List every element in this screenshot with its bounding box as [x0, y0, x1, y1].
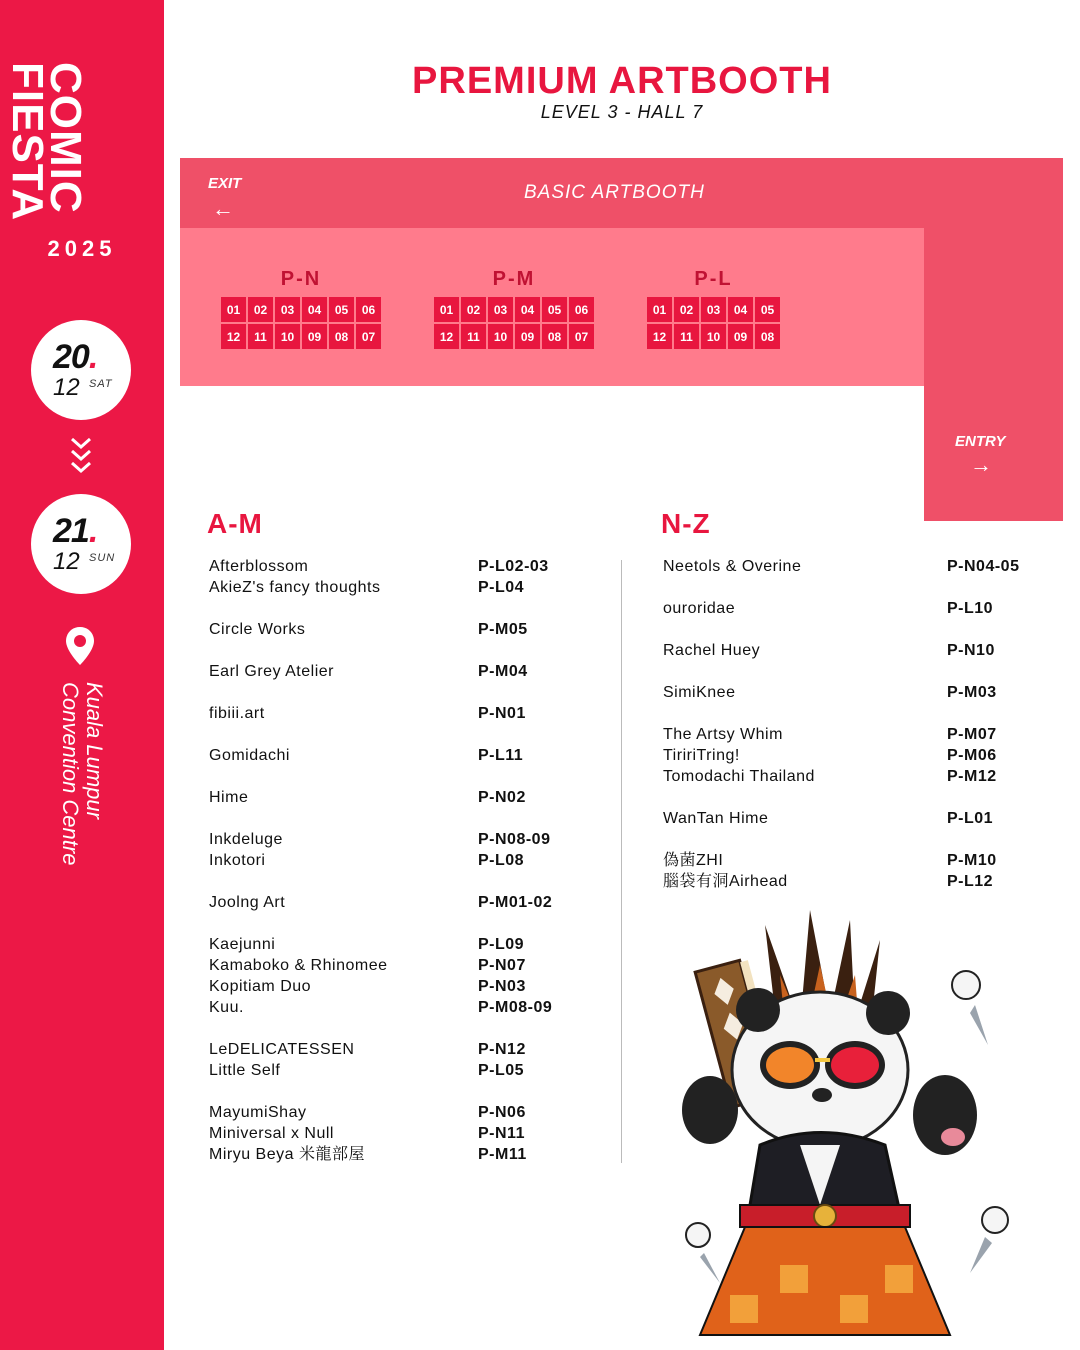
booth-row-bottom: [647, 324, 780, 349]
booth-code: P-M03: [947, 684, 997, 701]
exhibitor-name: Miniversal x Null: [209, 1125, 334, 1142]
exhibitor-name: Rachel Huey: [663, 642, 761, 659]
exhibitor-name: Kuu.: [209, 999, 244, 1016]
booth-code: P-L12: [947, 873, 994, 890]
exhibitor-name: Gomidachi: [209, 747, 290, 764]
arrow-right-icon: →: [970, 452, 992, 477]
page-subtitle: LEVEL 3 - HALL 7: [540, 102, 704, 122]
booth-block-title: P-N: [280, 268, 322, 290]
exhibitor-name: Little Self: [209, 1062, 281, 1079]
location-pin-icon: [64, 626, 96, 666]
booth-cell[interactable]: 06: [356, 297, 381, 322]
booth-cell[interactable]: 10: [488, 324, 513, 349]
booth-block-pn: [221, 268, 381, 351]
booth-cell[interactable]: 02: [248, 297, 273, 322]
booth-cell[interactable]: 04: [302, 297, 327, 322]
booth-code: P-L09: [478, 936, 525, 953]
exhibitor-name: Miryu Beya 米龍部屋: [209, 1146, 365, 1163]
booth-code: P-N03: [478, 978, 526, 995]
venue-line-1: Kuala Lumpur: [82, 682, 107, 819]
booth-code: P-N07: [478, 957, 526, 974]
booth-cell[interactable]: 11: [674, 324, 699, 349]
exhibitor-name: AkieZ's fancy thoughts: [209, 579, 381, 596]
booth-block-title: P-M: [492, 268, 536, 290]
booth-row-top: [647, 297, 780, 322]
booth-cell[interactable]: 04: [515, 297, 540, 322]
booth-cell[interactable]: 07: [569, 324, 594, 349]
booth-cell[interactable]: 05: [542, 297, 567, 322]
booth-block-pl: [647, 268, 780, 351]
booth-cell[interactable]: 10: [275, 324, 300, 349]
date-day: 21: [53, 512, 89, 550]
booth-cell[interactable]: 03: [488, 297, 513, 322]
booth-code: P-N04-05: [947, 558, 1020, 575]
booth-cell[interactable]: 06: [569, 297, 594, 322]
booth-code: P-M05: [478, 621, 528, 638]
booth-code: P-L01: [947, 810, 994, 827]
date-badge-day1: [31, 320, 131, 420]
chevrons-down-icon: [69, 436, 93, 476]
booth-row-top: [221, 297, 381, 322]
exhibitor-name: ouroridae: [663, 600, 736, 617]
venue-line-2: Convention Centre: [58, 682, 83, 866]
exhibitor-name: Tomodachi Thailand: [663, 768, 815, 785]
date-weekday: SUN: [89, 552, 116, 564]
booth-code: P-M11: [478, 1146, 527, 1163]
booth-cell[interactable]: 03: [275, 297, 300, 322]
brand-line-2: FIESTA: [3, 62, 52, 222]
exhibitor-name: TiririTring!: [663, 747, 740, 764]
booth-code: P-N06: [478, 1104, 526, 1121]
booth-cell[interactable]: 05: [329, 297, 354, 322]
booth-cell[interactable]: 12: [647, 324, 672, 349]
date-weekday: SAT: [89, 378, 113, 390]
booth-row-top: [434, 297, 594, 322]
exhibitor-name: Kaejunni: [209, 936, 276, 953]
exhibitor-name: Inkdeluge: [209, 831, 283, 848]
exhibitor-name: Neetols & Overine: [663, 558, 802, 575]
booth-code: P-L04: [478, 579, 525, 596]
date-day: 20: [53, 338, 89, 376]
exhibitor-name: Inkotori: [209, 852, 266, 869]
exhibitor-name: Afterblossom: [209, 558, 309, 575]
booth-cell[interactable]: 08: [755, 324, 780, 349]
booth-cell[interactable]: 11: [248, 324, 273, 349]
exhibitor-name: The Artsy Whim: [663, 726, 783, 743]
exhibitor-name: LeDELICATESSEN: [209, 1041, 355, 1058]
exhibitor-name: SimiKnee: [663, 684, 736, 701]
booth-cell[interactable]: 03: [701, 297, 726, 322]
basic-artbooth-label: BASIC ARTBOOTH: [524, 182, 705, 203]
booth-code: P-N08-09: [478, 831, 551, 848]
booth-cell[interactable]: 08: [329, 324, 354, 349]
booth-cell[interactable]: 05: [755, 297, 780, 322]
exhibitor-name: Circle Works: [209, 621, 306, 638]
booth-code: P-N02: [478, 789, 526, 806]
panda-mascot-illustration: [670, 905, 1040, 1350]
brand-logo: [3, 62, 128, 262]
booth-code: P-M10: [947, 852, 997, 869]
booth-code: P-M01-02: [478, 894, 553, 911]
booth-code: P-M07: [947, 726, 997, 743]
booth-cell[interactable]: 01: [434, 297, 459, 322]
booth-cell[interactable]: 09: [302, 324, 327, 349]
list-heading-am: A-M: [207, 508, 263, 539]
date-month: 12: [53, 374, 80, 401]
booth-code: P-L10: [947, 600, 994, 617]
booth-code: P-L11: [478, 747, 524, 764]
booth-code: P-L05: [478, 1062, 525, 1079]
booth-cell[interactable]: 12: [434, 324, 459, 349]
entry-corridor: [924, 228, 1063, 521]
booth-code: P-L08: [478, 852, 525, 869]
exhibitor-name: MayumiShay: [209, 1104, 307, 1121]
entry-label: ENTRY: [955, 433, 1006, 450]
brand-year: 2025: [47, 236, 117, 261]
booth-cell[interactable]: 12: [221, 324, 246, 349]
booth-cell[interactable]: 11: [461, 324, 486, 349]
booth-cell[interactable]: 02: [674, 297, 699, 322]
booth-code: P-M08-09: [478, 999, 553, 1016]
sidebar: [0, 0, 164, 1350]
booth-code: P-M06: [947, 747, 997, 764]
booth-code: P-N10: [947, 642, 995, 659]
exit-label: EXIT: [208, 175, 242, 192]
booth-code: P-M04: [478, 663, 528, 680]
booth-cell[interactable]: 04: [728, 297, 753, 322]
list-divider: [621, 560, 622, 1163]
booth-code: P-L02-03: [478, 558, 549, 575]
date-dot: .: [88, 512, 98, 550]
booth-code: P-N11: [478, 1125, 525, 1142]
booth-cell[interactable]: 01: [221, 297, 246, 322]
date-dot: .: [88, 338, 98, 376]
booth-cell[interactable]: 07: [356, 324, 381, 349]
date-badge-day2: [31, 494, 131, 594]
page-title: PREMIUM ARTBOOTH: [412, 60, 832, 102]
exhibitor-name: Kamaboko & Rhinomee: [209, 957, 388, 974]
date-month: 12: [53, 548, 80, 575]
booth-cell[interactable]: 09: [728, 324, 753, 349]
exhibitor-name: 偽菌ZHI: [663, 852, 724, 869]
venue: [58, 682, 122, 902]
exhibitor-name: Joolng Art: [209, 894, 286, 911]
booth-code: P-M12: [947, 768, 997, 785]
booth-cell[interactable]: 02: [461, 297, 486, 322]
booth-cell[interactable]: 01: [647, 297, 672, 322]
booth-cell[interactable]: 10: [701, 324, 726, 349]
booth-code: P-N01: [478, 705, 526, 722]
booth-row-bottom: [221, 324, 381, 349]
booth-code: P-N12: [478, 1041, 526, 1058]
arrow-left-icon: ←: [212, 196, 234, 221]
booth-cell[interactable]: 09: [515, 324, 540, 349]
booth-block-title: P-L: [694, 268, 733, 290]
exhibitor-name: WanTan Hime: [663, 810, 769, 827]
exhibitor-name: Hime: [209, 789, 249, 806]
exhibitor-name: Kopitiam Duo: [209, 978, 312, 995]
booth-row-bottom: [434, 324, 594, 349]
booth-block-pm: [434, 268, 594, 351]
list-heading-nz: N-Z: [661, 508, 711, 539]
exhibitor-name: Earl Grey Atelier: [209, 663, 334, 680]
brand-line-1: COMIC: [41, 62, 90, 214]
exhibitor-name: 腦袋有洞Airhead: [663, 873, 788, 890]
booth-cell[interactable]: 08: [542, 324, 567, 349]
exhibitor-name: fibiii.art: [209, 705, 265, 722]
